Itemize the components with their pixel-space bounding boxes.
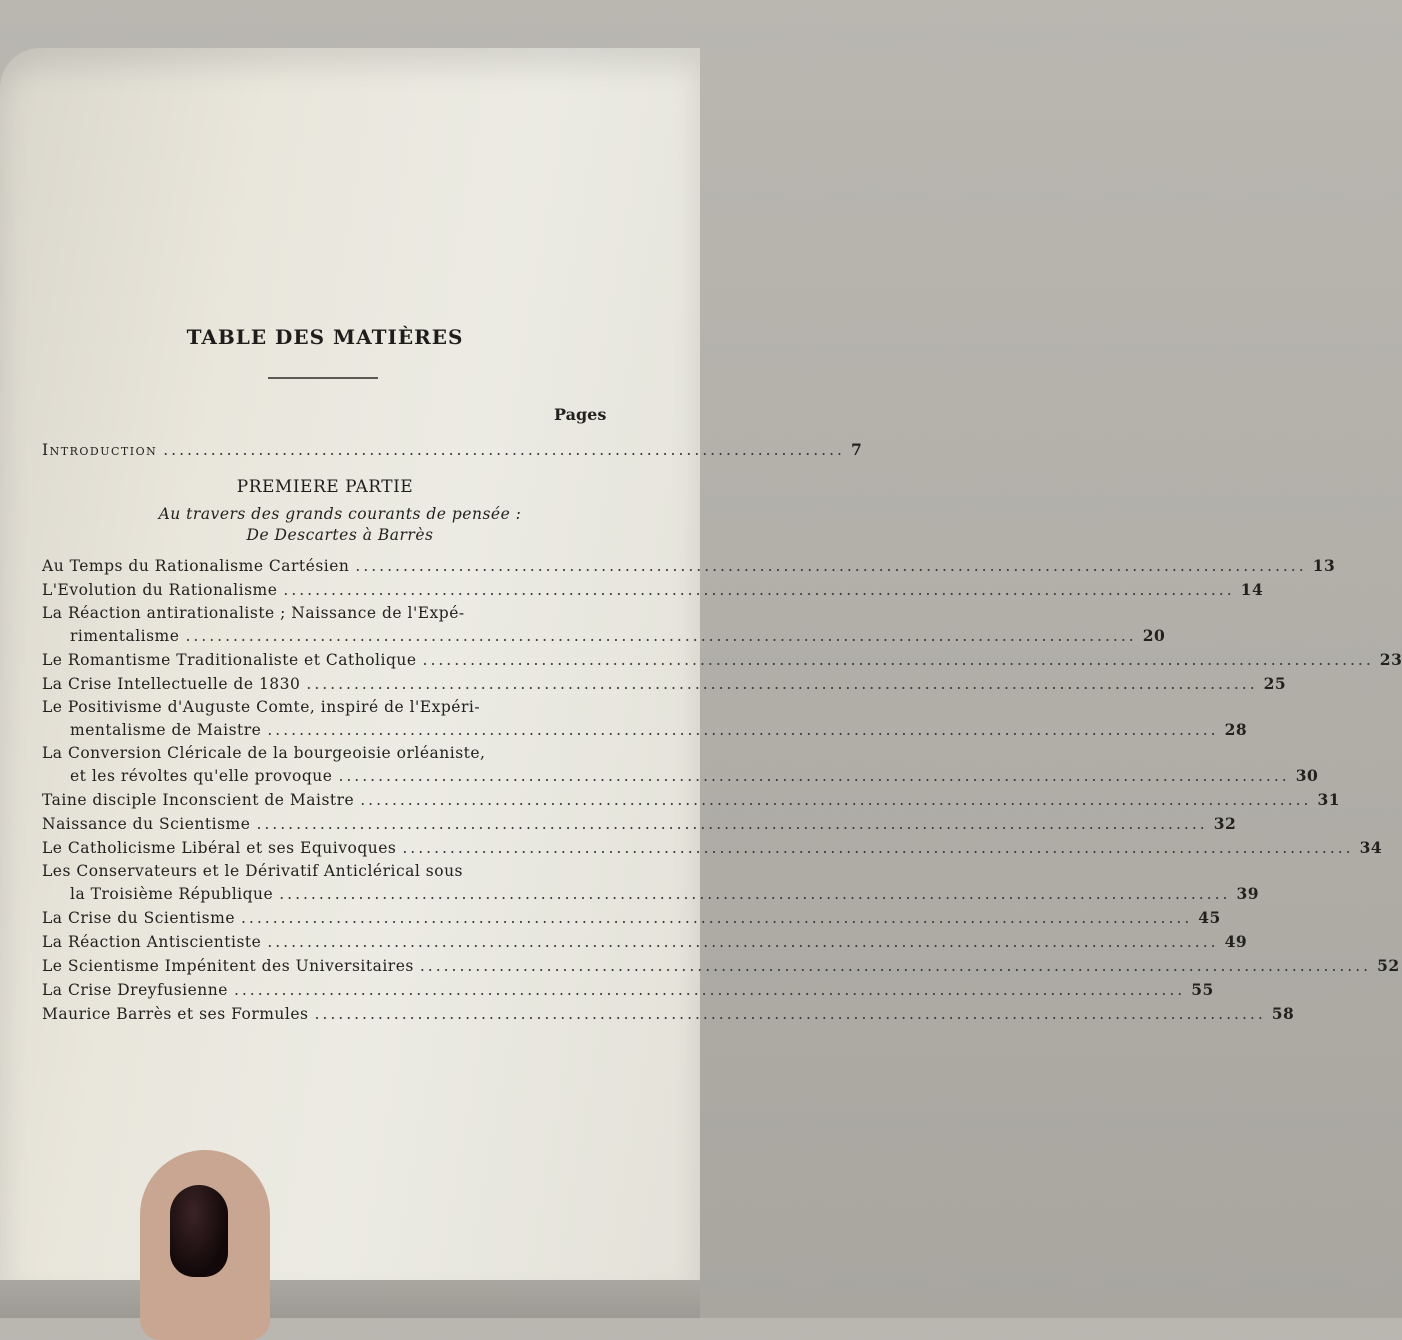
- toc-entry-page: 49: [1224, 932, 1248, 951]
- part-title: PREMIERE PARTIE: [236, 477, 414, 497]
- toc-entry-label-cont: mentalisme de Maistre: [70, 721, 262, 739]
- toc-entry-label: L'Evolution du Rationalisme: [42, 581, 278, 599]
- toc-entry: [42, 790, 1341, 809]
- toc-entry-page: 20: [1142, 626, 1166, 645]
- toc-entry-label: La Conversion Cléricale de la bourgeoisie orléaniste,: [42, 744, 486, 762]
- dot-leader: ........................................................................................................................: [283, 581, 1235, 599]
- toc-entry-label: Le Catholicisme Libéral et ses Equivoques: [42, 839, 397, 857]
- toc-entry-label: Au Temps du Rationalisme Cartésien: [42, 557, 350, 575]
- toc-entry: [42, 674, 1287, 693]
- toc-entry-label: Les Conservateurs et le Dérivatif Anticlérical sous: [42, 862, 463, 880]
- toc-entry-page: 31: [1317, 790, 1341, 809]
- toc-entry: [70, 720, 1248, 739]
- dot-leader: ........................................................................................................................: [338, 767, 1290, 785]
- toc-entry-page: 34: [1359, 838, 1383, 857]
- toc-entry: [42, 932, 1248, 951]
- toc-entry-label: Maurice Barrès et ses Formules: [42, 1005, 309, 1023]
- toc-entry-page: 14: [1240, 580, 1264, 599]
- dot-leader: ........................................................................................................................: [360, 791, 1312, 809]
- dot-leader: ........................................................................................................................: [267, 933, 1219, 951]
- dot-leader: ........................................................................................................................: [185, 627, 1137, 645]
- dot-leader: ........................................................................................................................: [355, 557, 1307, 575]
- toc-entry-page: 25: [1263, 674, 1287, 693]
- toc-entry-label: La Réaction antirationaliste ; Naissance de l'Expé-: [42, 604, 465, 622]
- dot-leader: ........................................................................................................................: [233, 981, 1186, 999]
- dot-leader: ........................................................................................................................: [419, 957, 1372, 975]
- part-subtitle-line1: Au travers des grands courants de pensée :: [158, 505, 522, 523]
- table-surface: [0, 1280, 700, 1318]
- toc-entry: [42, 650, 1402, 669]
- toc-entry-label: Taine disciple Inconscient de Maistre: [42, 791, 355, 809]
- toc-entry-label: Le Scientisme Impénitent des Universitaires: [42, 957, 414, 975]
- toc-entry-label-cont: rimentalisme: [70, 627, 180, 645]
- dot-leader: ........................................................................................................................: [256, 815, 1208, 833]
- toc-entry: [42, 1004, 1295, 1023]
- toc-entry: [42, 980, 1214, 999]
- toc-entry-label: Naissance du Scientisme: [42, 815, 251, 833]
- toc-entry-page: 28: [1224, 720, 1248, 739]
- part-subtitle-line2: De Descartes à Barrès: [246, 526, 434, 544]
- toc-entry-page: 52: [1377, 956, 1400, 975]
- title-divider: [268, 377, 378, 379]
- toc-entry: [42, 556, 1336, 575]
- dot-leader: ........................................................................................................................: [241, 909, 1193, 927]
- dot-leader: ........................................................................................................................: [422, 651, 1374, 669]
- toc-entry: [42, 838, 1383, 857]
- toc-entry-label-cont: la Troisième République: [70, 885, 274, 903]
- toc-entry-page: 13: [1312, 556, 1336, 575]
- toc-entry: [70, 766, 1319, 785]
- toc-entry-page: 55: [1191, 980, 1214, 999]
- toc-entry: [70, 884, 1260, 903]
- toc-entry-page: 30: [1295, 766, 1319, 785]
- toc-entry-page: 32: [1213, 814, 1237, 833]
- page-title: TABLE DES MATIÈRES: [186, 325, 464, 349]
- dot-leader: ........................................................................................................................: [267, 721, 1219, 739]
- dot-leader: ........................................................................................................................: [402, 839, 1354, 857]
- toc-entry: [42, 814, 1237, 833]
- toc-entry: [42, 908, 1221, 927]
- toc-entry-page: 39: [1236, 884, 1260, 903]
- toc-entry-page: 7: [850, 440, 863, 459]
- toc-entry-introduction: [42, 440, 863, 459]
- toc-entry-page: 23: [1379, 650, 1402, 669]
- toc-entry-page: 58: [1271, 1004, 1295, 1023]
- dot-leader: ........................................................................................................................: [279, 885, 1231, 903]
- toc-entry: [70, 626, 1166, 645]
- pages-column-header: Pages: [554, 405, 607, 424]
- toc-entry-page: 45: [1198, 908, 1221, 927]
- toc-entry-label: Le Positivisme d'Auguste Comte, inspiré de l'Expéri-: [42, 698, 481, 716]
- toc-entry-label: La Crise Dreyfusienne: [42, 981, 228, 999]
- dot-leader: ........................................................................................................................: [306, 675, 1258, 693]
- dot-leader: ........................................................................................................................: [314, 1005, 1266, 1023]
- toc-entry: [42, 956, 1400, 975]
- toc-entry-label: La Réaction Antiscientiste: [42, 933, 262, 951]
- toc-entry: [42, 580, 1264, 599]
- toc-entry-label: La Crise du Scientisme: [42, 909, 235, 927]
- toc-entry-label: La Crise Intellectuelle de 1830: [42, 675, 301, 693]
- fingernail: [170, 1185, 228, 1277]
- toc-entry-label: Le Romantisme Traditionaliste et Catholique: [42, 651, 417, 669]
- toc-entry-label-cont: et les révoltes qu'elle provoque: [70, 767, 333, 785]
- dot-leader: ......................................................................................: [163, 441, 845, 459]
- toc-entry-label: Introduction: [42, 441, 158, 459]
